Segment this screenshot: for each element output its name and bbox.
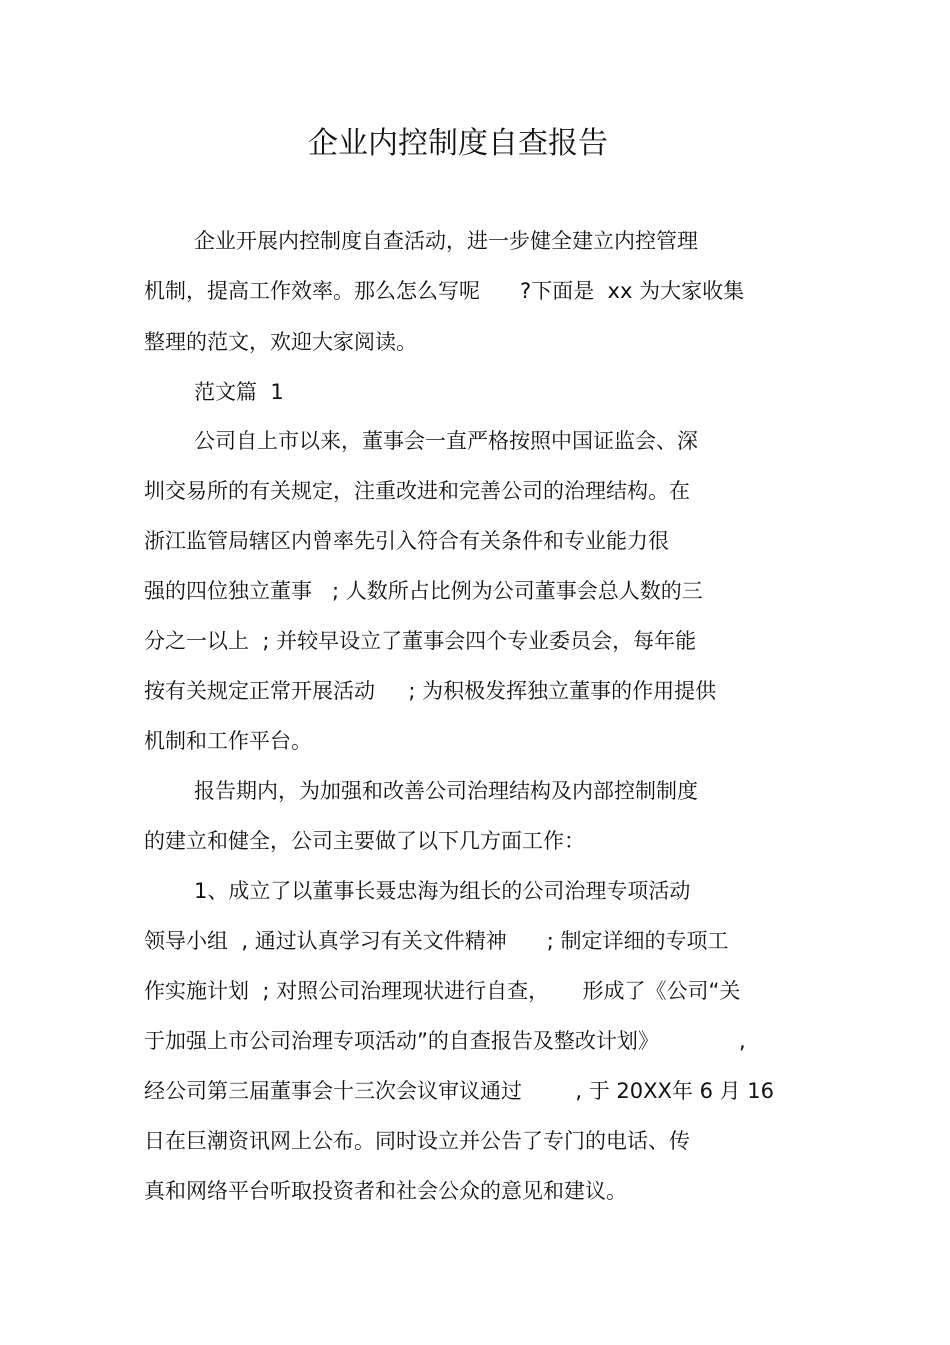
paragraph-line: 分之一以上 ; 并较早设立了董事会四个专业委员会，每年能 xyxy=(144,629,697,653)
paragraph-line: 真和网络平台听取投资者和社会公众的意见和建议。 xyxy=(144,1179,627,1203)
paragraph-line: 机制，提高工作效率。那么怎么写呢 ?下面是 xx 为大家收集 xyxy=(144,279,745,303)
paragraph-line: 作实施计划 ; 对照公司治理现状进行自查， 形成了《公司“关 xyxy=(144,979,741,1003)
paragraph-line: 整理的范文，欢迎大家阅读。 xyxy=(144,330,417,354)
paragraph-line: 日在巨潮资讯网上公布。同时设立并公告了专门的电话、传 xyxy=(144,1129,690,1153)
paragraph-line: 机制和工作平台。 xyxy=(144,729,312,753)
paragraph-line: 的建立和健全，公司主要做了以下几方面工作： xyxy=(144,829,585,853)
paragraph-line: 经公司第三届董事会十三次会议审议通过 , 于 20XX年 6 月 16 xyxy=(144,1079,775,1103)
paragraph-line: 圳交易所的有关规定，注重改进和完善公司的治理结构。在 xyxy=(144,479,690,503)
paragraph-line: 浙江监管局辖区内曾率先引入符合有关条件和专业能力很 xyxy=(144,529,669,553)
paragraph-line: 报告期内，为加强和改善公司治理结构及内部控制制度 xyxy=(194,779,698,803)
section-heading: 范文篇 1 xyxy=(194,380,284,404)
paragraph-line: 公司自上市以来，董事会一直严格按照中国证监会、深 xyxy=(194,429,698,453)
paragraph-line: 企业开展内控制度自查活动，进一步健全建立内控管理 xyxy=(194,229,698,253)
paragraph-line: 强的四位独立董事 ; 人数所占比例为公司董事会总人数的三 xyxy=(144,579,703,603)
paragraph-line: 领导小组 , 通过认真学习有关文件精神 ; 制定详细的专项工 xyxy=(144,929,729,953)
document-title: 企业内控制度自查报告 xyxy=(308,126,608,161)
paragraph-line: 按有关规定正常开展活动 ; 为积极发挥独立董事的作用提供 xyxy=(144,679,717,703)
paragraph-line: 于加强上市公司治理专项活动”的自查报告及整改计划》 , xyxy=(144,1029,746,1053)
paragraph-line: 1、成立了以董事长聂忠海为组长的公司治理专项活动 xyxy=(194,879,691,903)
